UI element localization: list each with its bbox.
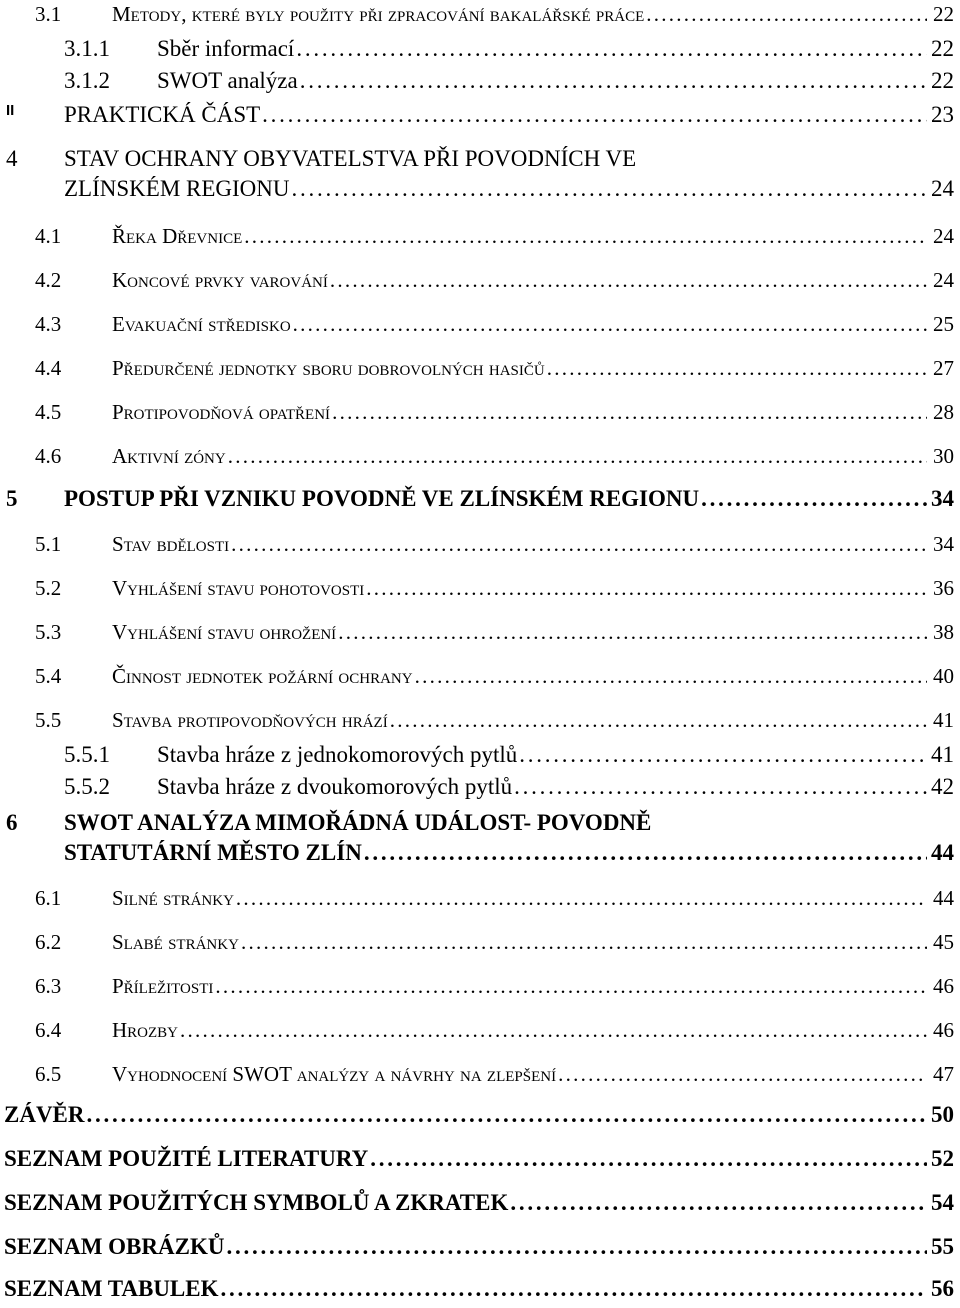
toc-page-number: 50: [931, 1102, 954, 1127]
toc-page-number: 41: [931, 742, 954, 767]
toc-title: PRAKTICKÁ ČÁST: [64, 102, 261, 127]
toc-page-number: 36: [933, 576, 954, 600]
dot-leader: [547, 356, 927, 381]
dot-leader: [262, 102, 927, 128]
toc-number: 4: [6, 146, 18, 171]
toc-title: Metody, které byly použity při zpracování bakalářské práce: [112, 2, 645, 26]
dot-leader: [519, 742, 927, 768]
toc-title: SEZNAM POUŽITÉ LITERATURY: [4, 1146, 369, 1171]
toc-page-number: 55: [931, 1234, 954, 1259]
toc-title: ZÁVĚR: [4, 1102, 85, 1127]
dot-leader: [370, 1146, 927, 1172]
toc-number: 6.5: [35, 1062, 62, 1086]
toc-number: 4.2: [35, 268, 62, 292]
toc-number: 5.5.2: [64, 774, 110, 799]
toc-title: SEZNAM POUŽITÝCH SYMBOLŮ A ZKRATEK: [4, 1190, 509, 1215]
dot-leader: [558, 1062, 927, 1087]
toc-page-number: 24: [933, 224, 954, 248]
toc-page-number: 24: [933, 268, 954, 292]
toc-title: Vyhodnocení SWOT analýzy a návrhy na zlepšení: [112, 1062, 557, 1086]
toc-page-number: 24: [931, 176, 954, 201]
toc-number: 6.3: [35, 974, 62, 998]
toc-title: SWOT analýza: [157, 68, 298, 93]
toc-number: 4.1: [35, 224, 62, 248]
toc-title-line-2: STATUTÁRNÍ MĚSTO ZLÍN: [64, 840, 362, 865]
toc-title: Protipovodňová opatření: [112, 400, 331, 424]
dot-leader: [415, 664, 927, 689]
dot-leader: [236, 886, 927, 911]
dot-leader: [338, 620, 927, 645]
dot-leader: [296, 36, 927, 62]
dot-leader: [300, 68, 927, 94]
dot-leader: [366, 576, 927, 601]
toc-page-number: 40: [933, 664, 954, 688]
toc-title: Stav bdělosti: [112, 532, 230, 556]
toc-number: 5.2: [35, 576, 62, 600]
toc-page-number: 28: [933, 400, 954, 424]
toc-number: 5.5: [35, 708, 62, 732]
toc-page-number: 34: [931, 486, 954, 511]
toc-title: Vyhlášení stavu ohrožení: [112, 620, 337, 644]
toc-page-number: 47: [933, 1062, 954, 1086]
toc-number: 6: [6, 810, 18, 835]
toc-number: 3.1: [35, 2, 62, 26]
toc-title: Příležitosti: [112, 974, 214, 998]
toc-title: POSTUP PŘI VZNIKU POVODNĚ VE ZLÍNSKÉM REGIONU: [64, 486, 700, 511]
dot-leader: [390, 708, 927, 733]
dot-leader: [228, 444, 927, 469]
toc-title: Řeka Dřevnice: [112, 224, 243, 248]
toc-title: Koncové prvky varování: [112, 268, 328, 292]
toc-title: SEZNAM TABULEK: [4, 1276, 219, 1301]
toc-number: 4.6: [35, 444, 62, 468]
toc-page-number: 38: [933, 620, 954, 644]
toc-number: 4.4: [35, 356, 62, 380]
toc-number: 3.1.1: [64, 36, 110, 61]
toc-page-number: 44: [933, 886, 954, 910]
toc-number: 5.5.1: [64, 742, 110, 767]
dot-leader: [180, 1018, 927, 1043]
toc-page-number: 45: [933, 930, 954, 954]
toc-title: Hrozby: [112, 1018, 179, 1042]
toc-number: 5.4: [35, 664, 62, 688]
dot-leader: [514, 774, 927, 800]
toc-page-number: 22: [931, 36, 954, 61]
toc-title: Stavba hráze z jednokomorových pytlů: [157, 742, 518, 767]
toc-page-number: 46: [933, 1018, 954, 1042]
toc-title-line-1: SWOT ANALÝZA MIMOŘÁDNÁ UDÁLOST- POVODNĚ: [64, 810, 652, 835]
dot-leader: [226, 1234, 927, 1260]
dot-leader: [244, 224, 927, 249]
toc-title-line-2: ZLÍNSKÉM REGIONU: [64, 176, 290, 201]
dot-leader: [293, 312, 927, 337]
toc-number: 6.4: [35, 1018, 62, 1042]
toc-title: SEZNAM OBRÁZKŮ: [4, 1234, 225, 1259]
toc-page-number: 54: [931, 1190, 954, 1215]
toc-number: II: [6, 102, 15, 119]
dot-leader: [330, 268, 927, 293]
toc-page-number: 22: [933, 2, 954, 26]
dot-leader: [292, 176, 927, 202]
toc-title: Aktivní zóny: [112, 444, 226, 468]
toc-title: Stavba hráze z dvoukomorových pytlů: [157, 774, 513, 799]
dot-leader: [231, 532, 927, 557]
toc-page-number: 22: [931, 68, 954, 93]
toc-page-number: 42: [931, 774, 954, 799]
toc-page-number: 34: [933, 532, 954, 556]
dot-leader: [510, 1190, 927, 1216]
toc-number: 3.1.2: [64, 68, 110, 93]
toc-title: Evakuační středisko: [112, 312, 291, 336]
toc-page-number: 30: [933, 444, 954, 468]
toc-page-number: 27: [933, 356, 954, 380]
toc-title: Předurčené jednotky sboru dobrovolných hasičů: [112, 356, 545, 380]
toc-page-number: 25: [933, 312, 954, 336]
dot-leader: [364, 840, 927, 866]
toc-number: 5.3: [35, 620, 62, 644]
toc-title: Vyhlášení stavu pohotovosti: [112, 576, 365, 600]
toc-page-number: 44: [931, 840, 954, 865]
toc-page-number: 56: [931, 1276, 954, 1301]
toc-page-number: 46: [933, 974, 954, 998]
dot-leader: [646, 2, 927, 27]
toc-title: Silné stránky: [112, 886, 234, 910]
dot-leader: [215, 974, 927, 999]
toc-number: 5: [6, 486, 18, 511]
toc-number: 4.3: [35, 312, 62, 336]
toc-page-number: 41: [933, 708, 954, 732]
toc-number: 6.1: [35, 886, 62, 910]
toc-number: 6.2: [35, 930, 62, 954]
toc-title: Činnost jednotek požární ochrany: [112, 664, 413, 688]
dot-leader: [87, 1102, 927, 1128]
dot-leader: [221, 1276, 927, 1302]
toc-page-number: 52: [931, 1146, 954, 1171]
toc-title-line-1: STAV OCHRANY OBYVATELSTVA PŘI POVODNÍCH VE: [64, 146, 637, 171]
toc-title: Stavba protipovodňových hrází: [112, 708, 388, 732]
toc-page-number: 23: [931, 102, 954, 127]
toc-title: Sběr informací: [157, 36, 295, 61]
dot-leader: [332, 400, 927, 425]
toc-number: 4.5: [35, 400, 62, 424]
toc-title: Slabé stránky: [112, 930, 239, 954]
dot-leader: [701, 486, 927, 512]
dot-leader: [241, 930, 927, 955]
toc-number: 5.1: [35, 532, 62, 556]
